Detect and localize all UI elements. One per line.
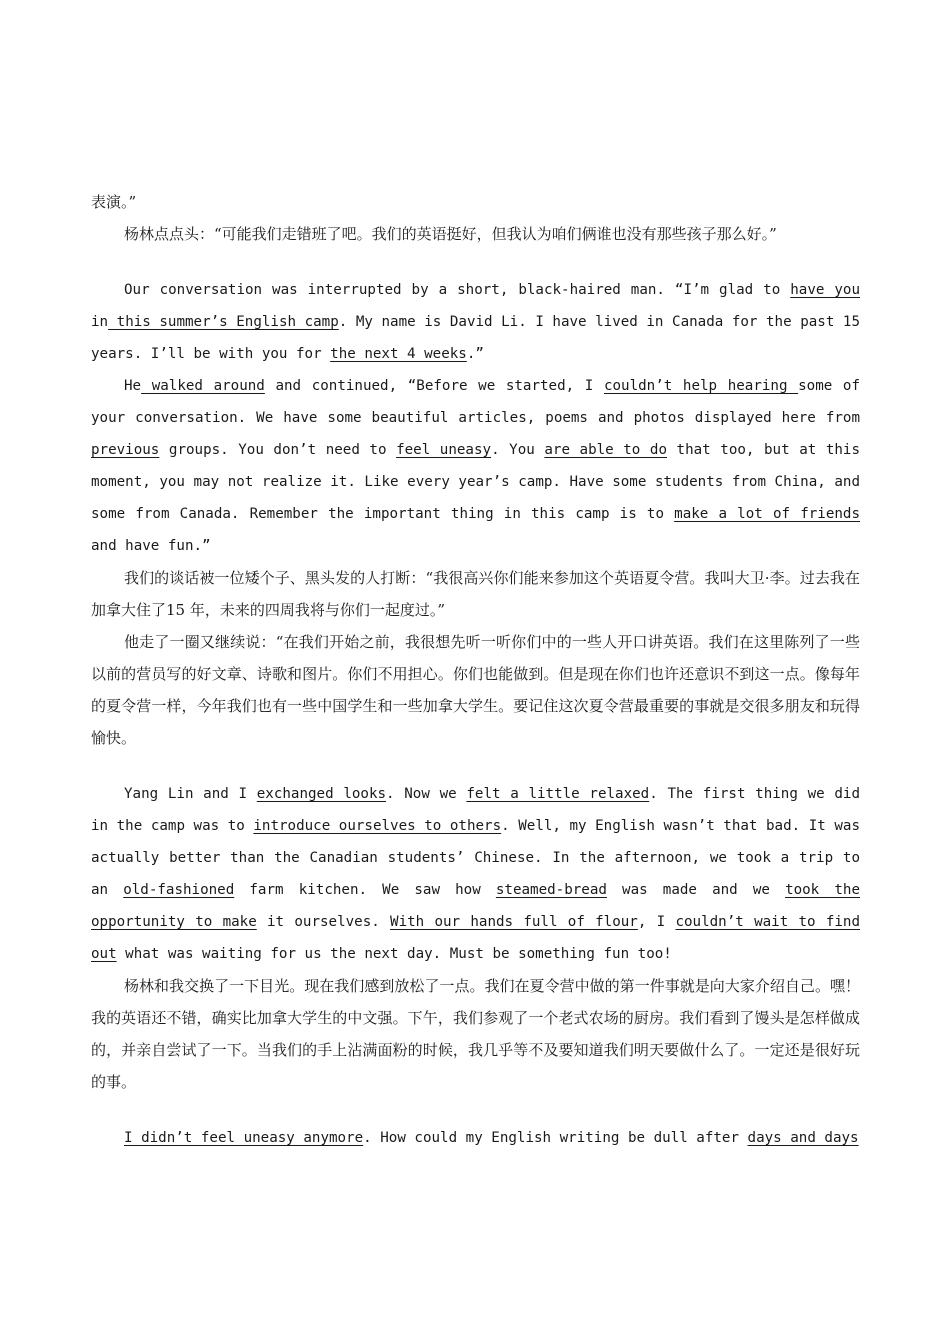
text-run: . The first thing we did in the camp was to [91,786,860,834]
text-run: it ourselves. [256,914,391,930]
text-run: Our conversation was interrupted by a short, black-haired man. “I’m glad to [124,282,791,298]
underlined-phrase: feel uneasy [396,442,492,458]
underlined-phrase: With our hands full of flour [390,914,638,930]
underlined-phrase: took the opportunity to make [91,882,860,930]
text-run: in [91,314,109,330]
paragraph-gap [91,1098,860,1122]
underlined-phrase: are able to do [544,442,667,458]
underlined-phrase: previous [91,442,160,458]
underlined-phrase: couldn’t help hearing [603,378,799,394]
underlined-phrase: exchanged looks [256,786,387,802]
underlined-phrase: introduce ourselves to others [253,818,502,834]
text-run: . My name is David Li. I have lived in Canada for the past 15 years. I’ll be with you for [91,314,861,362]
underlined-phrase: felt a little relaxed [466,786,650,802]
text-run: that too, but at this moment, you may not realize it. Like every year’s camp. Have some students from China, and some from Canada. Remember the important thing in this camp is to [91,442,861,522]
text-run: farm kitchen. We saw how [234,882,496,898]
paragraph-en-1 [91,274,860,370]
underlined-phrase: walked around [141,378,265,394]
text-run: Yang Lin and I [124,786,257,802]
text-run: groups. You don’t need to [159,442,397,458]
paragraph-zh-4: 杨林和我交换了一下目光。现在我们感到放松了一点。我们在夏令营中做的第一件事就是向大家介绍自己。嘿！我的英语还不错，确实比加拿大学生的中文强。下午，我们参观了一个老式农场的厨房。我们看到了馒头是怎样做成的，并亲自尝试了一下。当我们的手上沾满面粉的时候，我几乎等不及要知道我们明天要做什么了。一定还是很好玩的事。 [91,977,860,1091]
text-run: and continued, “Before we started, I [264,378,604,394]
underlined-phrase: old-fashioned [123,882,235,898]
underlined-phrase: steamed-bread [495,882,607,898]
text-run: . Well, my English wasn’t that bad. It was actually better than the Canadian students’ Chinese. In the afternoon, we took a trip to an [91,818,861,898]
underlined-phrase: couldn’t wait to find out [91,914,861,962]
underlined-phrase: the next 4 weeks [330,346,467,362]
text-run: He [124,378,142,394]
text-run: was made and we [606,882,786,898]
underlined-phrase: days and days [747,1130,859,1146]
text-run: . You [491,442,545,458]
paragraph-en-2 [91,370,860,562]
paragraph-gap [91,250,860,274]
text-run: . How could my English writing be dull after [363,1130,748,1146]
underlined-phrase: make a lot of friends [674,506,860,522]
paragraph-en-3 [91,778,860,970]
paragraph-zh-3: 他走了一圈又继续说：“在我们开始之前，我很想先听一听你们中的一些人开口讲英语。我们在这里陈列了一些以前的营员写的好文章、诗歌和图片。你们不用担心。你们也能做到。但是现在你们也许还意识不到这一点。像每年的夏令营一样，今年我们也有一些中国学生和一些加拿大学生。要记住这次夏令营最重要的事就是交很多朋友和玩得愉快。 [91,633,860,747]
paragraph-zh-0: 表演。” [91,193,137,211]
text-run: what was waiting for us the next day. Must be something fun too! [116,946,672,962]
underlined-phrase: this summer’s English camp [108,314,339,330]
text-run: .” [466,346,484,362]
text-run: , I [637,914,676,930]
underlined-phrase: have you [790,282,860,298]
text-run: some of your conversation. We have some beautiful articles, poems and photos displayed here from [91,378,860,426]
paragraph-zh-1: 杨林点点头：“可能我们走错班了吧。我们的英语挺好，但我认为咱们俩谁也没有那些孩子那么好。” [124,225,777,243]
paragraph-en-4 [91,1122,860,1154]
paragraph-zh-2: 我们的谈话被一位矮个子、黑头发的人打断：“我很高兴你们能来参加这个英语夏令营。我叫大卫·李。过去我在加拿大住了15 年，未来的四周我将与你们一起度过。” [91,569,860,619]
text-run: and have fun.” [91,538,211,554]
text-run: . Now we [386,786,467,802]
underlined-phrase: I didn’t feel uneasy anymore [124,1130,364,1146]
document-page [91,186,860,1154]
paragraph-gap [91,754,860,778]
